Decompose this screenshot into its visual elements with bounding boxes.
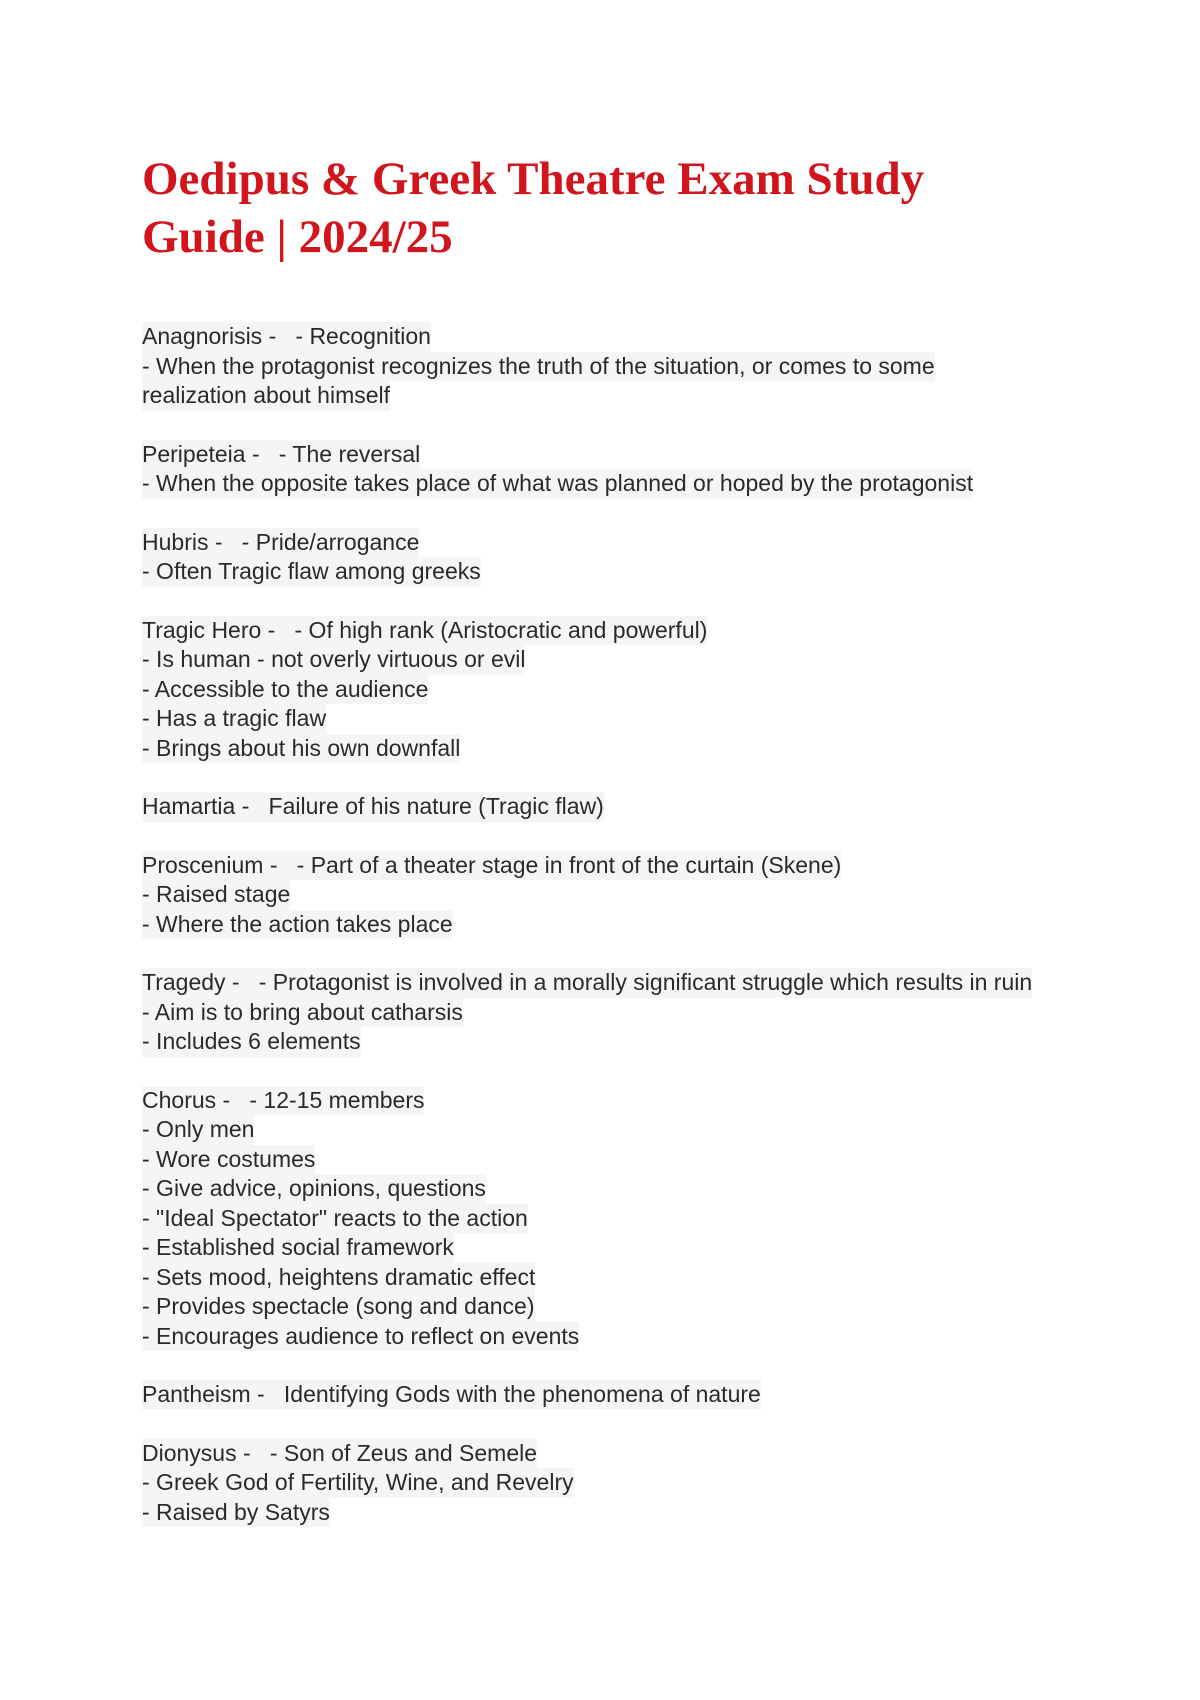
term-detail-line: realization about himself (142, 381, 390, 411)
term-entry (142, 616, 1142, 764)
term-entry (142, 851, 1142, 940)
term-detail-line: - Only men (142, 1115, 254, 1145)
page-title: Oedipus & Greek Theatre Exam Study Guide | 2024/25 (142, 153, 925, 263)
term-detail-line: - Raised by Satyrs (142, 1498, 330, 1528)
term-entry (142, 1086, 1142, 1352)
term-detail-line: - Has a tragic flaw (142, 704, 326, 734)
term-entry (142, 1380, 1142, 1410)
term-detail-line: - Encourages audience to reflect on events (142, 1322, 579, 1352)
term-detail-line: - Accessible to the audience (142, 675, 428, 705)
term-detail-line: - Established social framework (142, 1233, 454, 1263)
term-entry (142, 792, 1142, 822)
term-definition-line: Proscenium - - Part of a theater stage in front of the curtain (Skene) (142, 851, 841, 881)
term-detail-line: - Raised stage (142, 880, 290, 910)
term-entry (142, 528, 1142, 587)
term-detail-line: - Includes 6 elements (142, 1027, 361, 1057)
term-definition-line: Chorus - - 12-15 members (142, 1086, 424, 1116)
term-definition-line: Tragic Hero - - Of high rank (Aristocratic and powerful) (142, 616, 707, 646)
term-detail-line: - Aim is to bring about catharsis (142, 998, 463, 1028)
term-detail-line: - Where the action takes place (142, 910, 453, 940)
term-detail-line: - Often Tragic flaw among greeks (142, 557, 481, 587)
term-definition-line: Pantheism - Identifying Gods with the phenomena of nature (142, 1380, 761, 1410)
term-detail-line: - Give advice, opinions, questions (142, 1174, 486, 1204)
term-definition-line: Dionysus - - Son of Zeus and Semele (142, 1439, 537, 1469)
term-entry (142, 1439, 1142, 1528)
document-page (142, 150, 1142, 1556)
term-detail-line: - When the opposite takes place of what was planned or hoped by the protagonist (142, 469, 973, 499)
term-detail-line: - Is human - not overly virtuous or evil (142, 645, 525, 675)
term-definition-line: Hubris - - Pride/arrogance (142, 528, 419, 558)
term-definition-line: Peripeteia - - The reversal (142, 440, 420, 470)
term-detail-line: - Provides spectacle (song and dance) (142, 1292, 535, 1322)
term-entry (142, 322, 1142, 411)
term-detail-line: - "Ideal Spectator" reacts to the action (142, 1204, 528, 1234)
term-detail-line: - Wore costumes (142, 1145, 315, 1175)
study-guide-entries (142, 322, 1142, 1527)
term-definition-line: Anagnorisis - - Recognition (142, 322, 431, 352)
term-detail-line: - Greek God of Fertility, Wine, and Revelry (142, 1468, 574, 1498)
term-detail-line: - Sets mood, heightens dramatic effect (142, 1263, 535, 1293)
term-definition-line: Tragedy - - Protagonist is involved in a morally significant struggle which results in ruin (142, 968, 1032, 998)
term-entry (142, 440, 1142, 499)
term-definition-line: Hamartia - Failure of his nature (Tragic flaw) (142, 792, 604, 822)
term-detail-line: - When the protagonist recognizes the truth of the situation, or comes to some (142, 352, 935, 382)
term-entry (142, 968, 1142, 1057)
term-detail-line: - Brings about his own downfall (142, 734, 460, 764)
